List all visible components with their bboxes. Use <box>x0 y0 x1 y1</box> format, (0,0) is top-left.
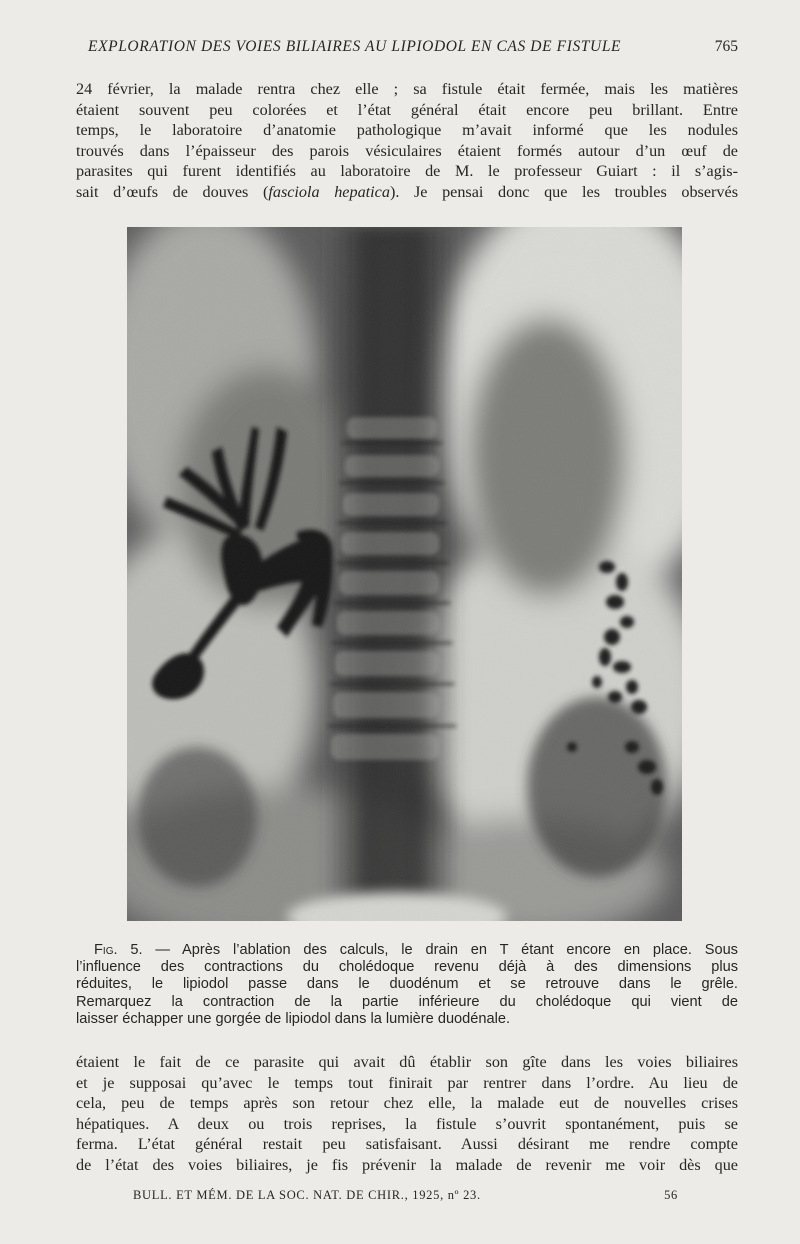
paragraph-bottom <box>76 1052 738 1176</box>
text-line: ferma. L’état général restait peu satisfaisant. Aussi désirant me rendre compte <box>76 1135 738 1154</box>
text-line: temps, le laboratoire d’anatomie pathologique m’avait informé que les nodules <box>76 121 738 140</box>
text-line: trouvés dans l’épaisseur des parois vésiculaires étaient formés autour d’un œuf de <box>76 141 738 160</box>
caption-line: laisser échapper une gorgée de lipiodol dans la lumière duodénale. <box>76 1010 511 1027</box>
sheet-number: 56 <box>664 1188 678 1202</box>
text-line: étaient souvent peu colorées et l’état général était encore peu brillant. Entre <box>76 100 738 119</box>
species-name: fasciola hepatica <box>268 182 390 201</box>
paragraph-top <box>76 79 738 203</box>
text-line: de l’état des voies biliaires, je fis prévenir la malade de revenir me voir dès que <box>76 1155 738 1174</box>
journal-citation: BULL. ET MÉM. DE LA SOC. NAT. DE CHIR., 1925, nº 23. <box>133 1188 481 1202</box>
text-line <box>76 182 738 203</box>
figure-label: Fig. 5. <box>94 942 143 958</box>
radiograph-figure <box>127 227 682 921</box>
text-run: ). Je pensai donc que les troubles observés <box>389 182 739 201</box>
text-line: hépatiques. A deux ou trois reprises, la fistule s’ouvrit spontanément, puis se <box>76 1114 738 1133</box>
caption-line: réduites, le lipiodol passe dans le duodénum et se retrouve dans le grêle. <box>76 976 738 993</box>
text-line: 24 février, la malade rentra chez elle ; sa fistule était fermée, mais les matières <box>76 80 738 98</box>
running-title: EXPLORATION DES VOIES BILIAIRES AU LIPIODOL EN CAS DE FISTULE <box>88 38 622 55</box>
caption-text: — Après l’ablation des calculs, le drain en T étant encore en place. Sous <box>142 942 738 958</box>
caption-line <box>76 942 738 959</box>
caption-line: l’influence des contractions du cholédoque revenu déjà à des dimensions plus <box>76 959 738 976</box>
text-line: cela, peu de temps après son retour chez elle, la malade eut de nouvelles crises <box>76 1094 738 1113</box>
figure-caption <box>76 942 738 1028</box>
text-run: sait d’œufs de douves ( <box>76 182 269 201</box>
text-line: étaient le fait de ce parasite qui avait dû établir son gîte dans les voies biliaires <box>76 1053 738 1071</box>
text-line: parasites qui furent identifiés au laboratoire de M. le professeur Guiart : il s’agis- <box>76 162 738 181</box>
caption-line: Remarquez la contraction de la partie inférieure du cholédoque qui vient de <box>76 993 738 1010</box>
page-footer <box>133 1188 678 1203</box>
running-header <box>88 38 738 58</box>
text-line: et je supposai qu’avec le temps tout finirait par rentrer dans l’ordre. Au lieu de <box>76 1073 738 1092</box>
page-number: 765 <box>714 38 738 55</box>
